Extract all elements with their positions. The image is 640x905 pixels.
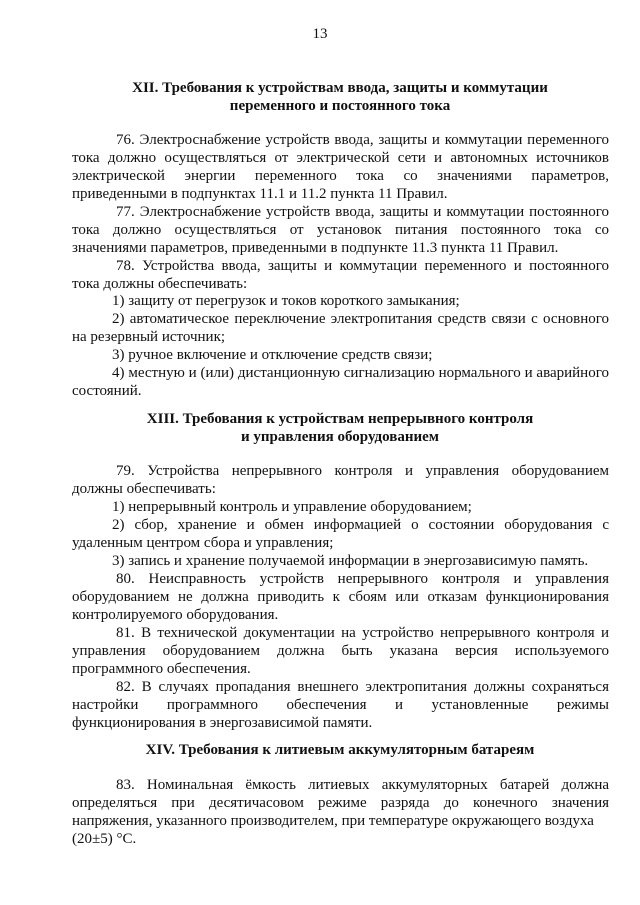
paragraph-80: 80. Неисправность устройств непрерывного контроля и управления оборудованием не должна приводить к сбоям или отказам функционирования контролируемого оборудования. bbox=[72, 571, 609, 623]
paragraph-78: 78. Устройства ввода, защиты и коммутации переменного и постоянного тока должны обеспечивать: bbox=[72, 258, 609, 292]
section-title-line: XIII. Требования к устройствам непрерывного контроля bbox=[146, 411, 534, 427]
section-title-line: переменного и постоянного тока bbox=[229, 98, 451, 114]
list-item: 4) местную и (или) дистанционную сигнализацию нормального и аварийного состояний. bbox=[72, 365, 609, 399]
list-item: 2) автоматическое переключение электропитания средств связи с основного на резервный источник; bbox=[72, 311, 609, 345]
paragraph-79: 79. Устройства непрерывного контроля и управления оборудованием должны обеспечивать: bbox=[72, 463, 609, 497]
list-item: 3) ручное включение и отключение средств связи; bbox=[112, 347, 433, 363]
list-item: 1) защиту от перегрузок и токов короткого замыкания; bbox=[112, 293, 460, 309]
section-title-line: XII. Требования к устройствам ввода, защиты и коммутации bbox=[132, 80, 548, 96]
paragraph-76: 76. Электроснабжение устройств ввода, защиты и коммутации переменного тока должно осуществляться от электрической сети и автономных источников электрической энергии переменного тока со значениями параметров, приведенными в подпунктах 11.1 и 11.2 пункта 11 Правил. bbox=[72, 132, 609, 202]
paragraph-77: 77. Электроснабжение устройств ввода, защиты и коммутации постоянного тока должно осуществляться от установок питания постоянного тока со значениями параметров, приведенными в подпункте 11.3 пункта 11 Правил. bbox=[72, 204, 609, 256]
list-item: 1) непрерывный контроль и управление оборудованием; bbox=[112, 499, 472, 515]
section-heading-xiv bbox=[70, 741, 610, 759]
section-title-line: XIV. Требования к литиевым аккумуляторным батареям bbox=[145, 742, 535, 758]
list-item: 3) запись и хранение получаемой информации в энергозависимую память. bbox=[112, 553, 589, 569]
section-heading-xii bbox=[70, 79, 610, 115]
section-heading-xiii bbox=[70, 410, 610, 446]
section-title-line: и управления оборудованием bbox=[241, 429, 439, 445]
paragraph-83: 83. Номинальная ёмкость литиевых аккумуляторных батарей должна определяться при десятичасовом режиме разряда до конечного значения напряжения, указанного производителем, при температуре окружающего воздуха bbox=[72, 777, 609, 829]
temperature-value: (20±5) °C. bbox=[72, 831, 137, 847]
list-item: 2) сбор, хранение и обмен информацией о состоянии оборудования с удаленным центром сбора и управления; bbox=[72, 517, 609, 551]
paragraph-81: 81. В технической документации на устройство непрерывного контроля и управления оборудованием должна быть указана версия используемого программного обеспечения. bbox=[72, 625, 609, 677]
page-number: 13 bbox=[312, 26, 328, 42]
paragraph-82: 82. В случаях пропадания внешнего электропитания должны сохраняться настройки программного обеспечения и установленные режимы функционирования в энергозависимой памяти. bbox=[72, 679, 609, 731]
